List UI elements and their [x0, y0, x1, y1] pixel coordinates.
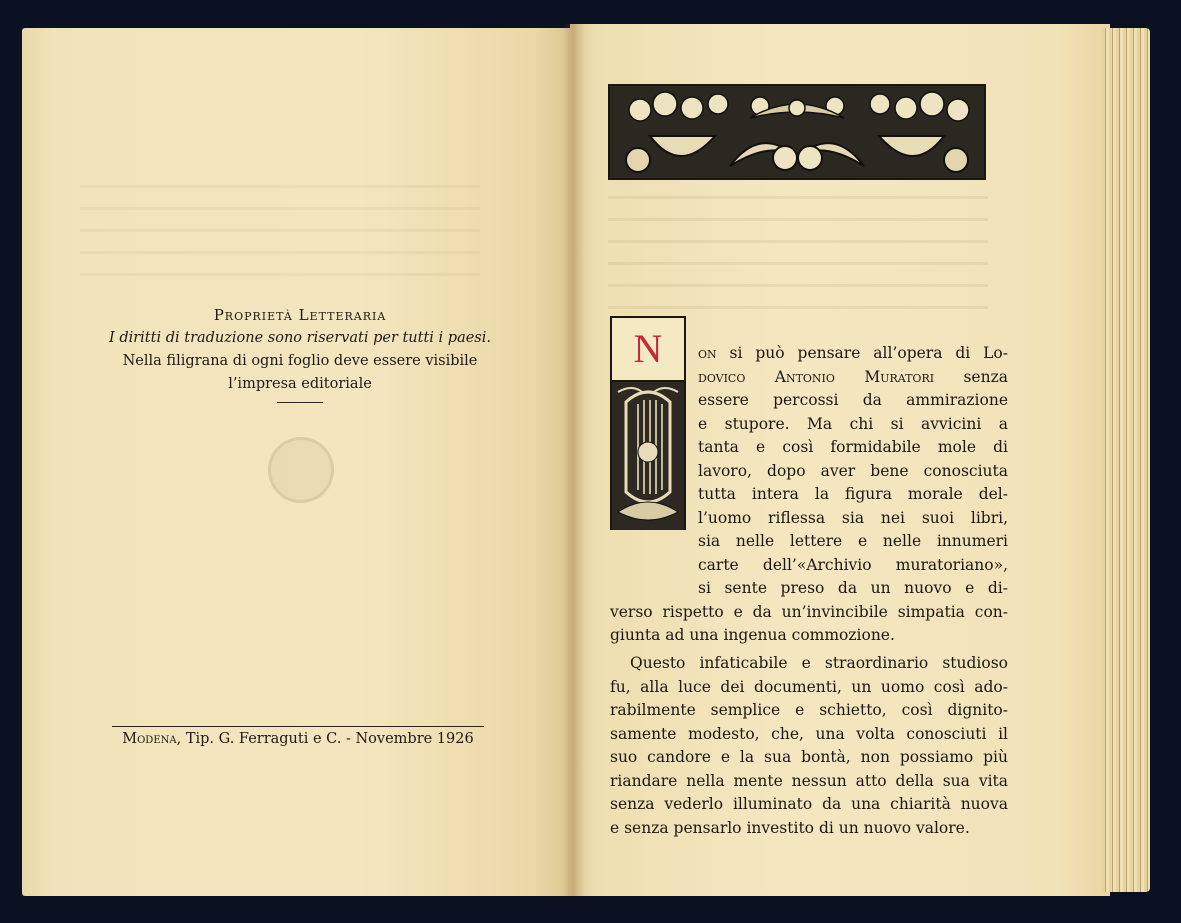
small-caps-text: dovico Antonio Muratori — [698, 367, 935, 386]
line-text: tanta e così formidabile mole di — [698, 438, 1008, 456]
body-line — [610, 723, 1008, 747]
colophon-rule — [277, 402, 323, 403]
line-text: e senza pensarlo investito di un nuovo valore. — [610, 818, 970, 837]
line-text: rabilmente semplice e schietto, così dignito- — [610, 701, 1008, 720]
body-line — [698, 507, 1008, 531]
body-line — [698, 342, 1008, 366]
line-text: senza — [934, 367, 1008, 386]
line-text: senza vederlo illuminato da una chiarità nuova — [610, 795, 1008, 814]
showthrough-text-left — [80, 185, 480, 285]
body-line — [610, 817, 1008, 841]
line-text: e stupore. Ma chi si avvicini a — [698, 414, 1008, 433]
line-text: l’uomo riflessa sia nei suoi libri, — [698, 508, 1008, 527]
line-text: Questo infaticabile e straordinario studioso — [630, 654, 1008, 673]
body-line — [698, 554, 1008, 578]
line-text: giunta ad una ingenua commozione. — [610, 626, 895, 644]
imprint-details: , Tip. G. Ferraguti e C. - Novembre 1926 — [176, 731, 474, 747]
line-text: sia nelle lettere e nelle innumeri — [698, 532, 1008, 550]
body-line — [610, 624, 1008, 648]
imprint-place: Modena — [122, 731, 177, 747]
body-line — [698, 366, 1008, 390]
small-caps-text: on — [698, 344, 717, 362]
body-line — [630, 652, 1008, 676]
body-line — [698, 436, 1008, 460]
colophon — [100, 304, 500, 403]
line-text: fu, alla luce dei documenti, un uomo così ado- — [610, 677, 1008, 696]
line-text: essere percossi da ammirazione — [698, 391, 1008, 409]
body-line — [610, 793, 1008, 817]
colophon-rights: I diritti di traduzione sono riservati per tutti i paesi. — [108, 330, 491, 346]
printer-imprint — [112, 731, 484, 747]
showthrough-text-right — [608, 196, 988, 322]
body-line — [698, 389, 1008, 413]
body-line — [610, 699, 1008, 723]
body-text — [610, 342, 1008, 837]
publisher-seal-showthrough-icon — [268, 437, 334, 503]
body-line — [698, 577, 1008, 601]
body-line — [698, 530, 1008, 554]
body-line — [610, 676, 1008, 700]
line-text: lavoro, dopo aver bene conosciuta — [698, 461, 1008, 480]
body-line — [610, 746, 1008, 770]
line-text: si sente preso da un nuovo e di- — [698, 579, 1008, 597]
body-line — [610, 770, 1008, 794]
line-text: tutta intera la figura morale del- — [698, 485, 1008, 503]
body-line — [698, 460, 1008, 484]
line-text: carte dell’«Archivio muratoriano», — [698, 555, 1008, 574]
line-text: samente modesto, che, una volta conosciuti il — [610, 724, 1008, 743]
body-line — [610, 601, 1008, 625]
line-text: riandare nella mente nessun atto della sua vita — [610, 771, 1008, 790]
line-text: si può pensare all’opera di Lo- — [716, 344, 1008, 362]
body-line — [698, 413, 1008, 437]
colophon-watermark-note-2: l’impresa editoriale — [228, 376, 372, 392]
page-edges — [1102, 28, 1150, 892]
colophon-watermark-note: Nella filigrana di ogni foglio deve essere visibile — [122, 353, 478, 369]
book-gutter — [562, 24, 584, 896]
line-text: suo candore e la sua bontà, non possiamo più — [610, 748, 1008, 767]
line-text: verso rispetto e da un’invincibile simpatia con- — [610, 602, 1008, 621]
floral-headpiece-ornament-icon — [608, 84, 986, 180]
drop-cap-letter: N — [633, 326, 663, 371]
colophon-title: Proprietà Letteraria — [213, 306, 387, 324]
body-line — [698, 483, 1008, 507]
imprint-rule — [112, 726, 484, 727]
